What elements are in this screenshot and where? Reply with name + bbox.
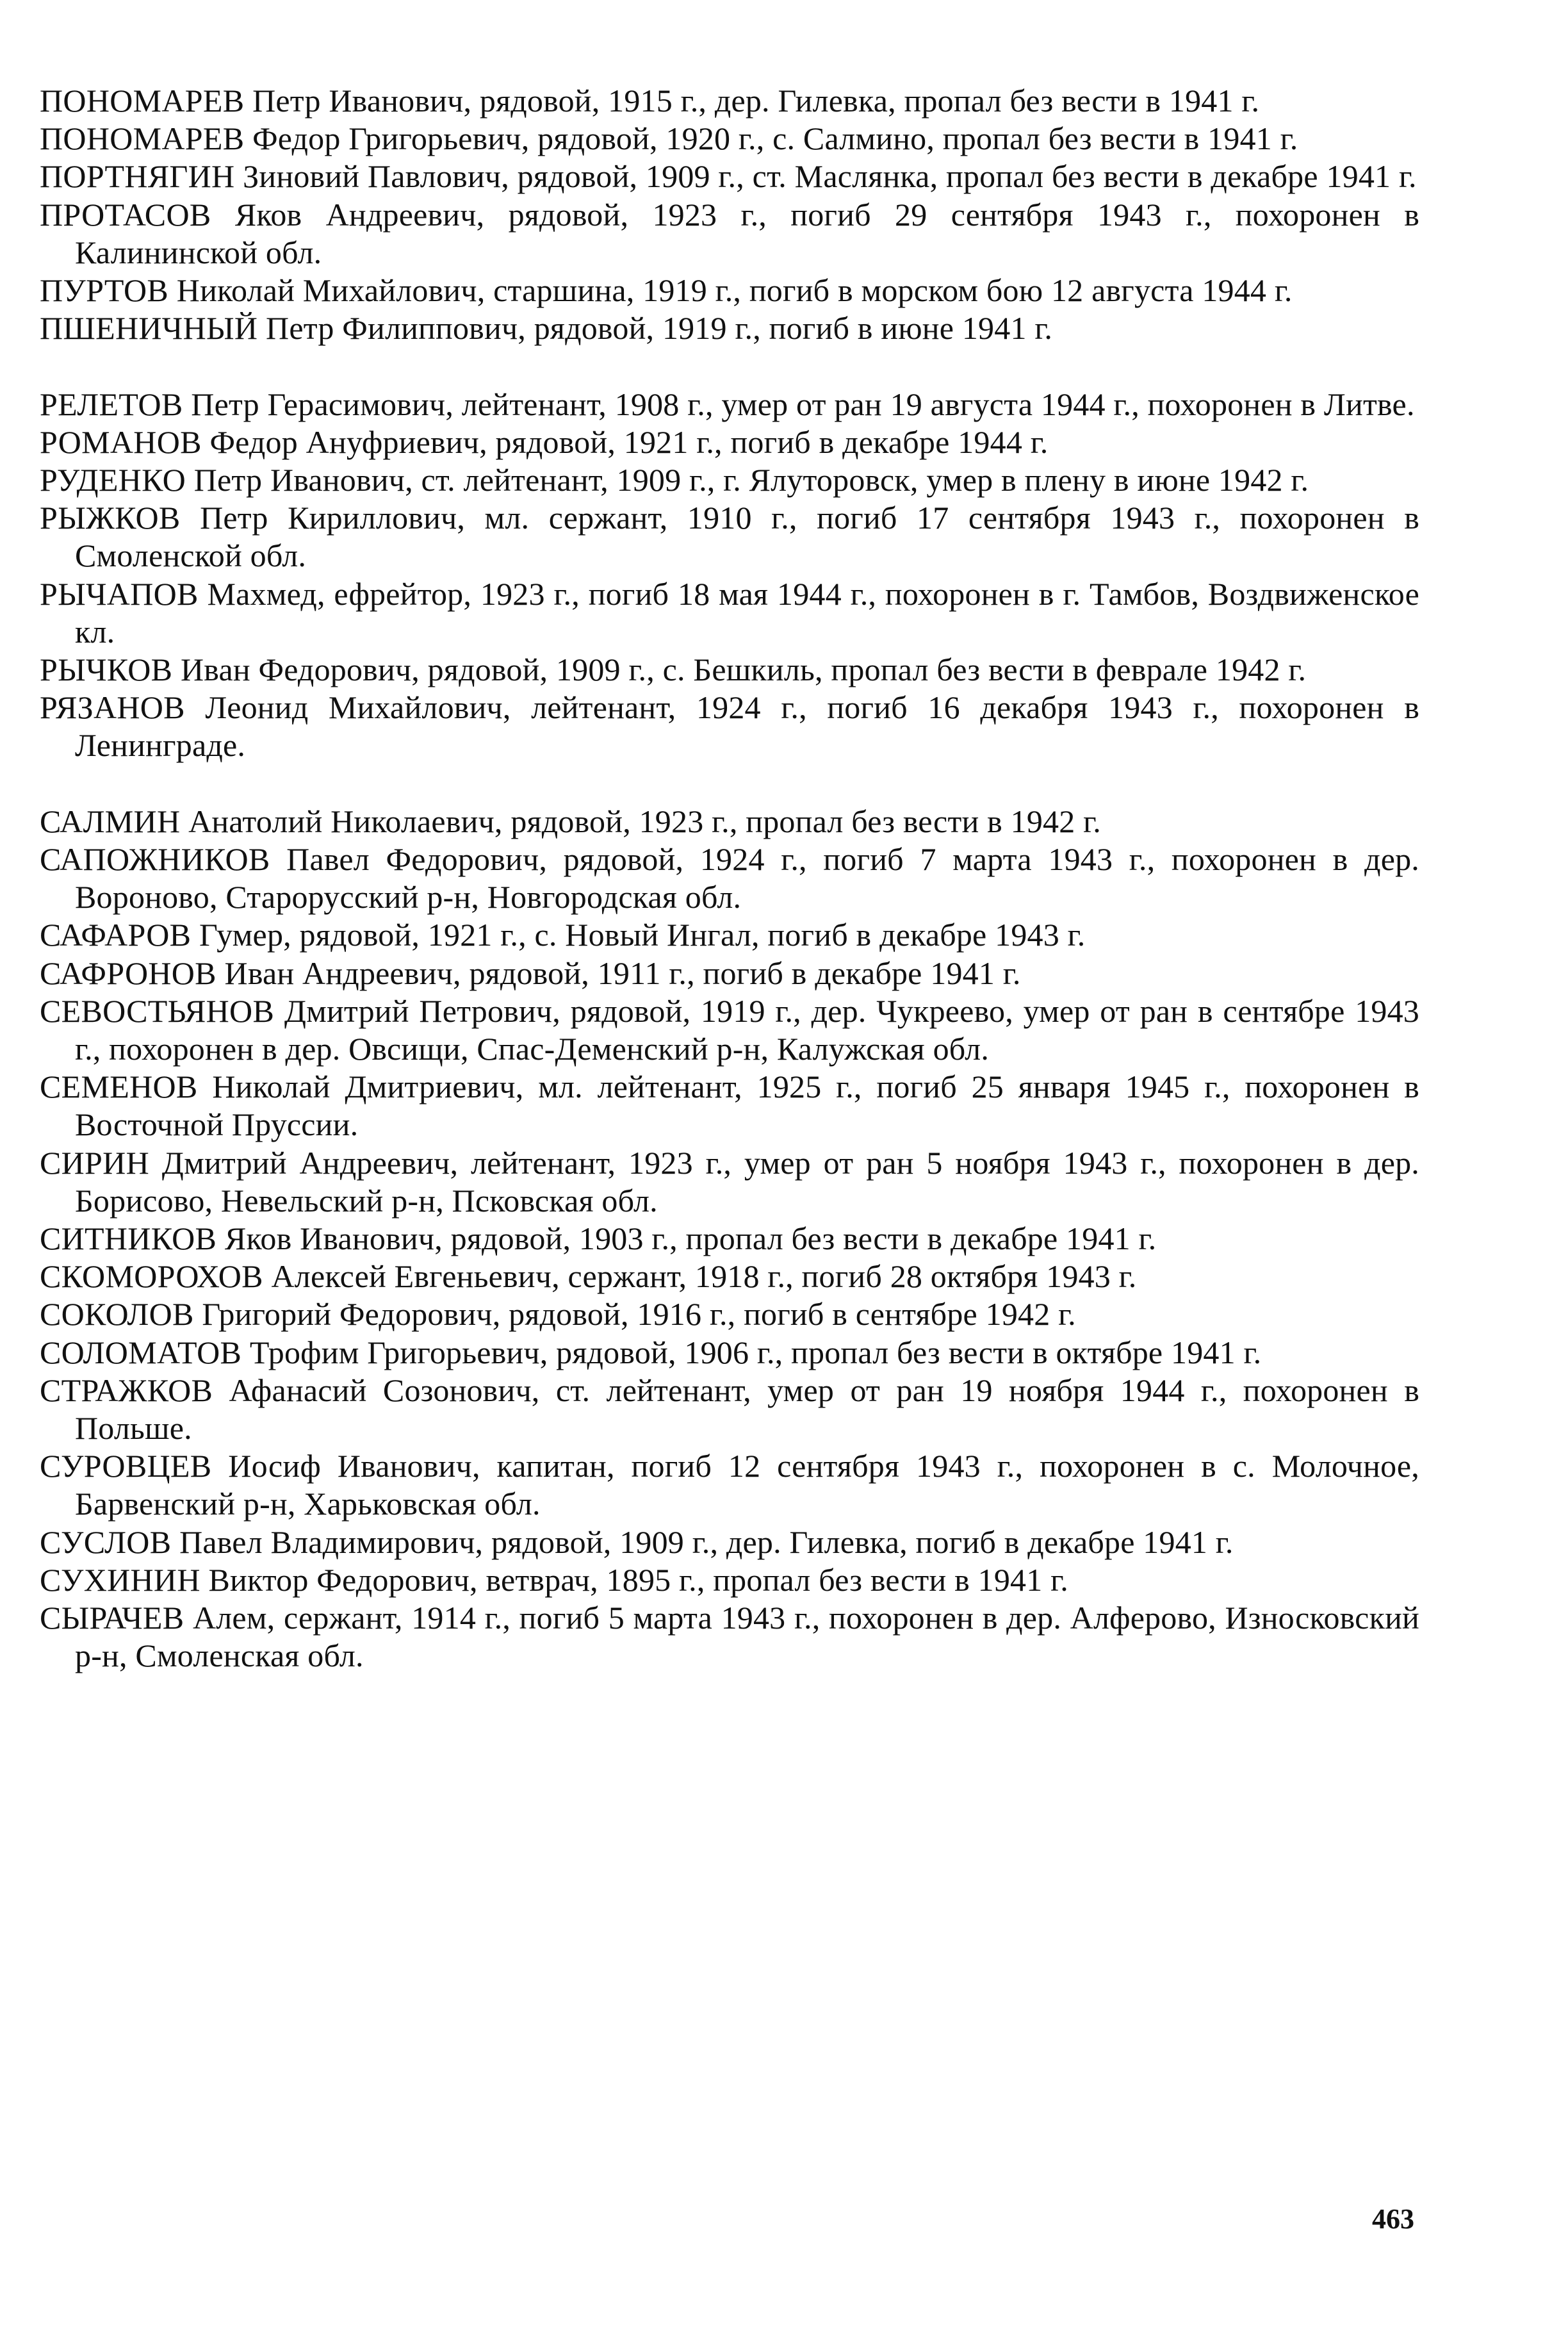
- list-entry: [40, 309, 1419, 347]
- entry-details: Дмитрий Петрович, рядовой, 1919 г., дер. Чукреево, умер от ран в сентябре 1943 г., похоронен в дер. Овсищи, Спас-Деменский р-н, Калужская обл.: [75, 992, 1419, 1067]
- entry-details: Федор Ануфриевич, рядовой, 1921 г., погиб в декабре 1944 г.: [209, 423, 1049, 460]
- entry-surname: СОКОЛОВ: [40, 1296, 194, 1333]
- list-entry: [40, 158, 1419, 195]
- entry-surname: САПОЖНИКОВ: [40, 841, 270, 878]
- entry-details: Иван Андреевич, рядовой, 1911 г., погиб в декабре 1941 г.: [224, 955, 1021, 991]
- entry-details: Григорий Федорович, рядовой, 1916 г., погиб в сентябре 1942 г.: [202, 1296, 1076, 1333]
- entry-surname: ПОНОМАРЕВ: [40, 83, 245, 119]
- entry-surname: РОМАНОВ: [40, 423, 202, 460]
- entry-surname: САЛМИН: [40, 803, 181, 839]
- entry-details: Виктор Федорович, ветврач, 1895 г., пропал без вести в 1941 г.: [208, 1561, 1068, 1598]
- list-entry: [40, 1295, 1419, 1333]
- list-entry: [40, 423, 1419, 461]
- entry-details: Николай Дмитриевич, мл. лейтенант, 1925 г., погиб 25 января 1945 г., похоронен в Восточной Пруссии.: [75, 1069, 1419, 1143]
- entry-surname: РЯЗАНОВ: [40, 689, 185, 726]
- list-entry: [40, 651, 1419, 689]
- entry-details: Гумер, рядовой, 1921 г., с. Новый Ингал, погиб в декабре 1943 г.: [199, 917, 1086, 953]
- entry-surname: СЕВОСТЬЯНОВ: [40, 992, 275, 1029]
- list-entry: [40, 1447, 1419, 1523]
- entry-details: Трофим Григорьевич, рядовой, 1906 г., пропал без вести в октябре 1941 г.: [249, 1334, 1262, 1370]
- list-entry: [40, 1258, 1419, 1295]
- entry-details: Петр Герасимович, лейтенант, 1908 г., умер от ран 19 августа 1944 г., похоронен в Литве.: [191, 386, 1415, 422]
- entry-surname: ПШЕНИЧНЫЙ: [40, 310, 258, 347]
- entry-surname: СЕМЕНОВ: [40, 1069, 198, 1105]
- entry-surname: СОЛОМАТОВ: [40, 1334, 242, 1370]
- entry-surname: РЫЧАПОВ: [40, 575, 199, 612]
- entry-surname: СИТНИКОВ: [40, 1220, 217, 1257]
- entry-details: Зиновий Павлович, рядовой, 1909 г., ст. Маслянка, пропал без вести в декабре 1941 г.: [243, 158, 1417, 195]
- list-entry: [40, 120, 1419, 158]
- entry-details: Петр Кириллович, мл. сержант, 1910 г., погиб 17 сентября 1943 г., похоронен в Смоленской обл.: [75, 500, 1419, 574]
- entry-surname: ПОРТНЯГИН: [40, 158, 235, 195]
- entry-surname: СТРАЖКОВ: [40, 1372, 213, 1408]
- entry-surname: РЫЧКОВ: [40, 652, 173, 688]
- list-entry: [40, 841, 1419, 916]
- entry-details: Петр Филиппович, рядовой, 1919 г., погиб в июне 1941 г.: [266, 310, 1053, 347]
- list-entry: [40, 196, 1419, 272]
- list-entry: [40, 916, 1419, 954]
- entry-surname: СЫРАЧЕВ: [40, 1600, 184, 1636]
- entry-details: Яков Андреевич, рядовой, 1923 г., погиб 29 сентября 1943 г., похоронен в Калининской обл.: [75, 196, 1420, 270]
- list-entry: [40, 689, 1419, 764]
- entry-details: Афанасий Созонович, ст. лейтенант, умер от ран 19 ноября 1944 г., похоронен в Польше.: [75, 1372, 1419, 1447]
- list-entry: [40, 1144, 1419, 1220]
- entry-details: Леонид Михайлович, лейтенант, 1924 г., погиб 16 декабря 1943 г., похоронен в Ленинграде.: [75, 689, 1419, 764]
- entry-surname: РЫЖКОВ: [40, 500, 181, 536]
- list-entry: [40, 461, 1419, 499]
- list-entry: [40, 1561, 1419, 1599]
- entry-details: Иосиф Иванович, капитан, погиб 12 сентября 1943 г., похоронен в с. Молочное, Барвенский р-н, Харьковская обл.: [75, 1448, 1419, 1522]
- entry-surname: СИРИН: [40, 1144, 149, 1181]
- entry-surname: ПУРТОВ: [40, 272, 169, 309]
- entry-details: Павел Владимирович, рядовой, 1909 г., дер. Гилевка, погиб в декабре 1941 г.: [179, 1523, 1234, 1560]
- entry-details: Яков Иванович, рядовой, 1903 г., пропал без вести в декабре 1941 г.: [224, 1220, 1157, 1257]
- entry-details: Петр Иванович, рядовой, 1915 г., дер. Гилевка, пропал без вести в 1941 г.: [252, 83, 1260, 119]
- list-entry: [40, 499, 1419, 575]
- entry-surname: РЕЛЕТОВ: [40, 386, 183, 422]
- entry-details: Алем, сержант, 1914 г., погиб 5 марта 1943 г., похоронен в дер. Алферово, Износковский р-н, Смоленская обл.: [75, 1600, 1419, 1674]
- entry-details: Николай Михайлович, старшина, 1919 г., погиб в морском бою 12 августа 1944 г.: [176, 272, 1293, 309]
- entry-surname: СКОМОРОХОВ: [40, 1258, 263, 1295]
- entry-details: Дмитрий Андреевич, лейтенант, 1923 г., умер от ран 5 ноября 1943 г., похоронен в дер. Борисово, Невельский р-н, Псковская обл.: [75, 1144, 1420, 1219]
- list-entry: [40, 1523, 1419, 1561]
- entry-surname: ПРОТАСОВ: [40, 196, 211, 233]
- entry-surname: СУХИНИН: [40, 1561, 200, 1598]
- list-entry: [40, 1334, 1419, 1372]
- entry-details: Махмед, ефрейтор, 1923 г., погиб 18 мая 1944 г., похоронен в г. Тамбов, Воздвиженское кл.: [75, 575, 1419, 650]
- list-entry: [40, 955, 1419, 992]
- list-entry: [40, 1220, 1419, 1258]
- entry-surname: СУСЛОВ: [40, 1523, 172, 1560]
- list-entry: [40, 1599, 1419, 1675]
- list-entry: [40, 1372, 1419, 1447]
- list-entry: [40, 803, 1419, 841]
- list-entry: [40, 992, 1419, 1068]
- entry-surname: САФРОНОВ: [40, 955, 216, 991]
- entry-details: Иван Федорович, рядовой, 1909 г., с. Бешкиль, пропал без вести в феврале 1942 г.: [180, 652, 1307, 688]
- letter-group-r: [40, 386, 1419, 765]
- entry-surname: САФАРОВ: [40, 917, 192, 953]
- memorial-list-page: [40, 82, 1419, 1675]
- page-number: 463: [1372, 2203, 1414, 2235]
- list-entry: [40, 82, 1419, 120]
- list-entry: [40, 1068, 1419, 1144]
- entry-surname: ПОНОМАРЕВ: [40, 120, 245, 157]
- letter-group-p: [40, 82, 1419, 347]
- entry-details: Алексей Евгеньевич, сержант, 1918 г., погиб 28 октября 1943 г.: [271, 1258, 1137, 1295]
- list-entry: [40, 386, 1419, 423]
- letter-group-s: [40, 803, 1419, 1675]
- entry-details: Петр Иванович, ст. лейтенант, 1909 г., г. Ялуторовск, умер в плену в июне 1942 г.: [193, 462, 1309, 498]
- entry-surname: РУДЕНКО: [40, 462, 186, 498]
- entry-details: Павел Федорович, рядовой, 1924 г., погиб 7 марта 1943 г., похоронен в дер. Вороново, Старорусский р-н, Новгородская обл.: [75, 841, 1419, 916]
- entry-details: Анатолий Николаевич, рядовой, 1923 г., пропал без вести в 1942 г.: [188, 803, 1101, 839]
- entry-details: Федор Григорьевич, рядовой, 1920 г., с. Салмино, пропал без вести в 1941 г.: [252, 120, 1298, 157]
- entry-surname: СУРОВЦЕВ: [40, 1448, 212, 1484]
- list-entry: [40, 272, 1419, 309]
- list-entry: [40, 575, 1419, 651]
